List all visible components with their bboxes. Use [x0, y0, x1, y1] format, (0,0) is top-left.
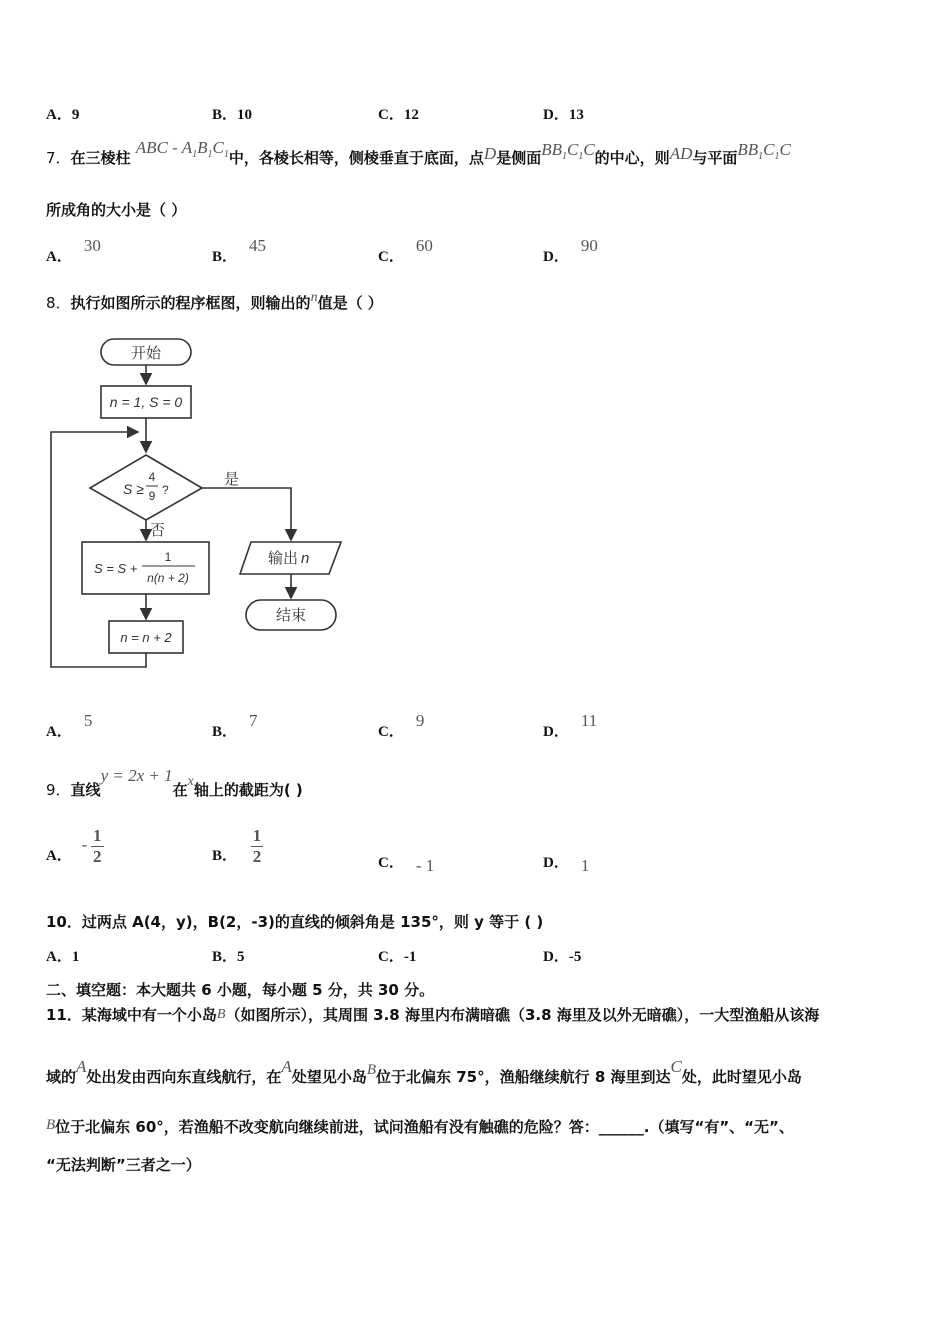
q10-stem: 10．过两点 A(4，y)，B(2，-3)的直线的倾斜角是 135°，则 y 等于 ( ) — [46, 913, 544, 931]
section-heading: 二、填空题：本大题共 6 小题，每小题 5 分，共 30 分。 — [46, 981, 435, 999]
q11-line3: B位于北偏东 60°，若渔船不改变航向继续前进，试问渔船有没有触礁的危险？答：______.（填写“有”、“无”、 — [46, 1117, 794, 1136]
q7-option-b: B．45 — [212, 236, 267, 265]
flow-cond-q: ? — [162, 483, 169, 497]
flow-update-lhs: S = S + — [94, 561, 138, 576]
flow-yes-label: 是 — [224, 471, 240, 488]
q6-option-d: D．13 — [543, 107, 584, 123]
flow-cond-num: 4 — [148, 470, 156, 484]
flow-init-label: n = 1, S = 0 — [109, 394, 183, 410]
q7-option-d: D．90 — [543, 236, 598, 265]
flow-cond-lhs: S ≥ — [123, 481, 144, 497]
flow-output-var: n — [301, 550, 310, 567]
flow-update-num: 1 — [164, 550, 172, 564]
flow-decision-node — [90, 455, 202, 520]
q8-option-b: B．7 — [212, 711, 258, 740]
q6-option-b: B．10 — [212, 107, 253, 123]
q7-stem: 7．在三棱柱 ABC - $A_1B_1C_1$中，各棱长相等，侧棱垂直于底面，点D是侧面$BB_1C_1C$的中心，则AD与平面$BB_1C_1C$ — [46, 138, 791, 167]
q9-option-a: A． - $\frac{1}{2}$ — [46, 826, 102, 866]
flow-start-label: 开始 — [130, 345, 162, 362]
q9-option-b: B． $\frac{1}{2}$ — [212, 826, 262, 866]
q7-stem-line2: 所成角的大小是（ ） — [46, 201, 187, 219]
q7-option-a: A．30 — [46, 236, 101, 265]
q11-line2: 域的A处出发由西向东直线航行，在A处望见小岛B位于北偏东 75°，渔船继续航行 8 海里到达C处，此时望见小岛 — [46, 1057, 802, 1086]
q9-option-c: C． - 1 — [378, 855, 435, 875]
q8-stem: 8．执行如图所示的程序框图，则输出的n值是（ ） — [46, 290, 383, 312]
q9-option-d: D． 1 — [543, 855, 590, 875]
q8-option-a: A．5 — [46, 711, 93, 740]
q10-option-a: A．1 — [46, 949, 80, 965]
q10-option-b: B．5 — [212, 949, 245, 965]
q8-option-c: C．9 — [378, 711, 425, 740]
q7-option-c: C．60 — [378, 236, 433, 265]
q11-line4: “无法判断”三者之一） — [46, 1156, 201, 1174]
q6-option-a: A．9 — [46, 107, 80, 123]
q10-option-d: D．-5 — [543, 949, 582, 965]
q8-option-d: D．11 — [543, 711, 598, 740]
q9-stem: 9．直线y = 2x + 1在x轴上的截距为( ) — [46, 766, 303, 799]
flow-no-label: 否 — [150, 522, 166, 539]
flow-update-den: n(n + 2) — [147, 571, 189, 585]
q10-option-c: C．-1 — [378, 949, 417, 965]
flow-incr-label: n = n + 2 — [120, 630, 172, 645]
q6-option-c: C．12 — [378, 107, 419, 123]
flow-end-label: 结束 — [275, 607, 307, 624]
flow-cond-den: 9 — [148, 489, 156, 503]
flow-output-label: 输出 — [268, 550, 299, 567]
q11-line1: 11．某海域中有一个小岛B（如图所示），其周围 3.8 海里内布满暗礁（3.8 海里及以外无暗礁），一大型渔船从该海 — [46, 1006, 820, 1024]
